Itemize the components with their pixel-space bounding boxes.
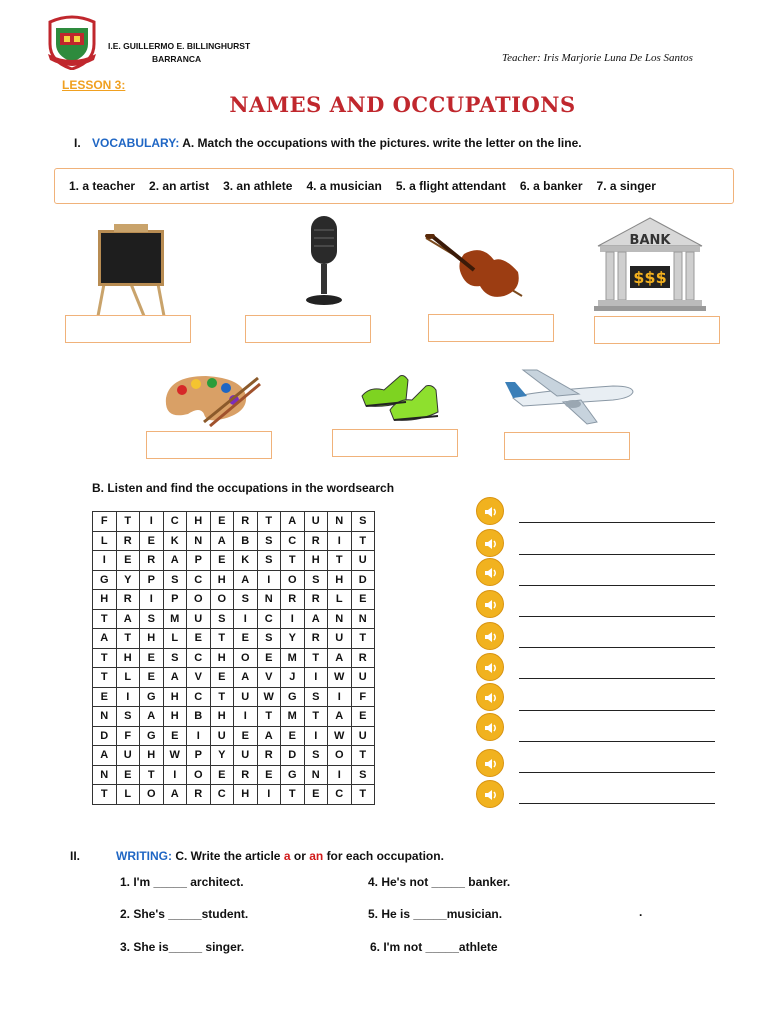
answer-box-1[interactable] — [65, 315, 191, 343]
wordsearch-cell[interactable]: C — [281, 531, 305, 551]
wordsearch-cell[interactable]: H — [210, 648, 234, 668]
speaker-icon[interactable] — [476, 749, 504, 777]
wordsearch-cell[interactable]: H — [163, 707, 187, 727]
wordsearch-cell[interactable]: R — [234, 765, 258, 785]
wordsearch-cell[interactable]: H — [210, 570, 234, 590]
wordsearch-cell[interactable]: U — [187, 609, 211, 629]
wordsearch-cell[interactable]: U — [351, 551, 375, 571]
wordsearch-cell[interactable]: I — [163, 765, 187, 785]
speaker-icon[interactable] — [476, 780, 504, 808]
wordsearch-cell[interactable]: I — [257, 785, 281, 805]
wordsearch-cell[interactable]: S — [304, 746, 328, 766]
wordsearch-cell[interactable]: T — [93, 648, 117, 668]
wordsearch-row — [93, 648, 375, 668]
wordsearch-cell[interactable]: G — [281, 765, 305, 785]
wordsearch-row — [93, 765, 375, 785]
wordsearch-row — [93, 512, 375, 532]
wordsearch-cell[interactable]: G — [93, 570, 117, 590]
wordsearch-cell[interactable]: E — [304, 785, 328, 805]
section-1-instruction-text: A. Match the occupations with the pictures. write the letter on the line. — [182, 136, 582, 150]
wordsearch-row — [93, 726, 375, 746]
wordsearch-cell[interactable]: T — [304, 648, 328, 668]
wordsearch-cell[interactable]: A — [234, 570, 258, 590]
answer-box-2[interactable] — [245, 315, 371, 343]
wordsearch-cell[interactable]: S — [163, 570, 187, 590]
word-bank — [54, 168, 734, 204]
wordsearch-cell[interactable]: S — [351, 765, 375, 785]
word-bank-item: 6. a banker — [519, 179, 583, 193]
wordsearch-cell[interactable]: E — [187, 629, 211, 649]
wordsearch-cell[interactable]: M — [281, 707, 305, 727]
wordsearch-row — [93, 551, 375, 571]
wordsearch-cell[interactable]: K — [163, 531, 187, 551]
wordsearch-cell[interactable]: P — [187, 746, 211, 766]
wordsearch-cell[interactable]: D — [351, 570, 375, 590]
wordsearch-cell[interactable]: H — [116, 648, 140, 668]
wordsearch-cell[interactable]: T — [351, 746, 375, 766]
answer-line[interactable] — [519, 522, 715, 523]
school-name: I.E. GUILLERMO E. BILLINGHURST — [108, 41, 251, 51]
wordsearch-cell[interactable]: Y — [116, 570, 140, 590]
wordsearch-row — [93, 668, 375, 688]
wordsearch-cell[interactable]: A — [257, 726, 281, 746]
wordsearch-cell[interactable]: P — [163, 590, 187, 610]
wordsearch-cell[interactable]: Y — [210, 746, 234, 766]
wordsearch-cell[interactable]: T — [210, 687, 234, 707]
wordsearch-cell[interactable]: C — [257, 609, 281, 629]
wordsearch-cell[interactable]: S — [210, 609, 234, 629]
wordsearch-cell[interactable]: E — [210, 668, 234, 688]
wordsearch-cell[interactable]: S — [257, 629, 281, 649]
wordsearch-cell[interactable]: V — [187, 668, 211, 688]
wordsearch-cell[interactable]: T — [93, 785, 117, 805]
wordsearch-cell[interactable]: S — [140, 609, 164, 629]
word-bank-item: 2. an artist — [149, 179, 210, 193]
wordsearch-cell[interactable]: H — [93, 590, 117, 610]
wordsearch-cell[interactable]: E — [140, 531, 164, 551]
answer-box-5[interactable] — [146, 431, 272, 459]
speaker-icon[interactable] — [476, 497, 504, 525]
wordsearch-cell[interactable]: T — [328, 551, 352, 571]
word-bank-item: 1. a teacher — [69, 179, 136, 193]
section-1-numeral: I. — [74, 136, 81, 150]
wordsearch-cell[interactable]: E — [234, 629, 258, 649]
wordsearch-cell[interactable]: R — [116, 590, 140, 610]
wordsearch-cell[interactable]: R — [281, 590, 305, 610]
section-1-instruction — [92, 136, 582, 150]
wordsearch-cell[interactable]: O — [187, 590, 211, 610]
wordsearch-cell[interactable]: S — [257, 531, 281, 551]
wordsearch-cell[interactable]: U — [234, 687, 258, 707]
wordsearch-cell[interactable]: T — [281, 551, 305, 571]
wordsearch-cell[interactable]: B — [187, 707, 211, 727]
bank-picture — [594, 216, 706, 312]
wordsearch-cell[interactable]: N — [328, 609, 352, 629]
answer-box-4[interactable] — [594, 316, 720, 344]
wordsearch-cell[interactable]: U — [351, 726, 375, 746]
wordsearch-cell[interactable]: J — [281, 668, 305, 688]
answer-box-6[interactable] — [332, 429, 458, 457]
wordsearch-cell[interactable]: W — [163, 746, 187, 766]
article-an: an — [309, 849, 324, 863]
section-2-numeral: II. — [70, 849, 81, 863]
wordsearch-cell[interactable]: L — [163, 629, 187, 649]
answer-box-3[interactable] — [428, 314, 554, 342]
wordsearch-cell[interactable]: A — [163, 785, 187, 805]
speaker-icon[interactable] — [476, 558, 504, 586]
wordsearch-row — [93, 629, 375, 649]
wordsearch-cell[interactable]: H — [304, 551, 328, 571]
answer-line[interactable] — [519, 710, 715, 711]
wordsearch-cell[interactable]: T — [116, 629, 140, 649]
palette-picture — [160, 370, 262, 428]
wordsearch-cell[interactable]: T — [281, 785, 305, 805]
wordsearch-cell[interactable]: O — [234, 648, 258, 668]
sentence-1[interactable]: 1. I'm _____ architect. — [120, 875, 244, 889]
wordsearch-cell[interactable]: A — [140, 707, 164, 727]
speaker-icon[interactable] — [476, 683, 504, 711]
wordsearch-cell[interactable]: N — [93, 707, 117, 727]
wordsearch-cell[interactable]: R — [187, 785, 211, 805]
answer-line[interactable] — [519, 741, 715, 742]
wordsearch-cell[interactable]: I — [328, 531, 352, 551]
lesson-label: LESSON 3: — [62, 78, 126, 92]
violin-picture — [424, 234, 526, 302]
wordsearch-cell[interactable]: I — [304, 726, 328, 746]
wordsearch-cell[interactable]: E — [351, 590, 375, 610]
wordsearch-row — [93, 785, 375, 805]
wordsearch-cell[interactable]: I — [116, 687, 140, 707]
wordsearch-cell[interactable]: T — [304, 707, 328, 727]
wordsearch-cell[interactable]: A — [163, 668, 187, 688]
wordsearch-row — [93, 590, 375, 610]
wordsearch-cell[interactable]: P — [187, 551, 211, 571]
wordsearch-cell[interactable]: Y — [281, 629, 305, 649]
school-crest-logo — [46, 14, 98, 70]
wordsearch-cell[interactable]: U — [328, 629, 352, 649]
wordsearch-cell[interactable]: C — [210, 785, 234, 805]
part-b-instruction: B. Listen and find the occupations in the wordsearch — [92, 481, 395, 495]
wordsearch-cell[interactable]: O — [328, 746, 352, 766]
wordsearch-cell[interactable]: C — [187, 570, 211, 590]
wordsearch-cell[interactable]: S — [304, 570, 328, 590]
wordsearch-cell[interactable]: E — [257, 765, 281, 785]
wordsearch-cell[interactable]: T — [93, 609, 117, 629]
wordsearch-cell[interactable]: E — [163, 726, 187, 746]
wordsearch-cell[interactable]: A — [116, 609, 140, 629]
wordsearch-cell[interactable]: E — [257, 648, 281, 668]
section-2-instruction-post: for each occupation. — [326, 849, 444, 863]
wordsearch-cell[interactable]: R — [351, 648, 375, 668]
speaker-icon[interactable] — [476, 590, 504, 618]
wordsearch-cell[interactable]: R — [140, 551, 164, 571]
wordsearch-cell[interactable]: S — [163, 648, 187, 668]
wordsearch-cell[interactable]: T — [351, 531, 375, 551]
wordsearch-cell[interactable]: D — [93, 726, 117, 746]
word-bank-item: 7. a singer — [596, 179, 656, 193]
answer-line[interactable] — [519, 803, 715, 804]
wordsearch-cell[interactable]: W — [328, 668, 352, 688]
wordsearch-cell[interactable]: L — [116, 785, 140, 805]
word-bank-item: 5. a flight attendant — [395, 179, 506, 193]
speaker-icon[interactable] — [476, 622, 504, 650]
wordsearch-cell[interactable]: R — [304, 531, 328, 551]
wordsearch-cell[interactable]: P — [140, 570, 164, 590]
wordsearch-row — [93, 746, 375, 766]
wordsearch-cell[interactable]: W — [328, 726, 352, 746]
wordsearch-row — [93, 687, 375, 707]
wordsearch-cell[interactable]: E — [93, 687, 117, 707]
wordsearch-cell[interactable]: E — [140, 648, 164, 668]
sentence-3[interactable]: 3. She is_____ singer. — [120, 940, 245, 954]
wordsearch-grid — [92, 511, 375, 805]
wordsearch-cell[interactable]: U — [351, 668, 375, 688]
wordsearch-cell[interactable]: G — [140, 687, 164, 707]
wordsearch-cell[interactable]: R — [257, 746, 281, 766]
sneakers-picture — [360, 366, 442, 424]
article-a: a — [283, 849, 291, 863]
wordsearch-cell[interactable]: A — [163, 551, 187, 571]
wordsearch-cell[interactable]: S — [304, 687, 328, 707]
wordsearch-cell[interactable]: O — [210, 590, 234, 610]
wordsearch-cell[interactable]: T — [257, 707, 281, 727]
wordsearch-cell[interactable]: S — [116, 707, 140, 727]
wordsearch-row — [93, 570, 375, 590]
wordsearch-cell[interactable]: A — [281, 512, 305, 532]
wordsearch-cell[interactable]: O — [187, 765, 211, 785]
microphone-picture — [300, 214, 348, 306]
wordsearch-cell[interactable]: E — [210, 551, 234, 571]
section-2-heading: WRITING: — [116, 849, 172, 863]
wordsearch-cell[interactable]: R — [234, 512, 258, 532]
wordsearch-cell[interactable]: N — [93, 765, 117, 785]
wordsearch-cell[interactable]: S — [257, 551, 281, 571]
wordsearch-cell[interactable]: S — [234, 590, 258, 610]
answer-line[interactable] — [519, 647, 715, 648]
sentence-6[interactable]: 6. I'm not _____athlete — [370, 940, 498, 954]
wordsearch-cell[interactable]: U — [116, 746, 140, 766]
answer-line[interactable] — [519, 678, 715, 679]
wordsearch-cell[interactable]: O — [140, 785, 164, 805]
answer-line[interactable] — [519, 616, 715, 617]
wordsearch-cell[interactable]: A — [328, 648, 352, 668]
wordsearch-cell[interactable]: C — [187, 648, 211, 668]
answer-line[interactable] — [519, 585, 715, 586]
speaker-icon[interactable] — [476, 713, 504, 741]
wordsearch-cell[interactable]: L — [116, 668, 140, 688]
wordsearch-cell[interactable]: G — [281, 687, 305, 707]
wordsearch-cell[interactable]: M — [163, 609, 187, 629]
wordsearch-cell[interactable]: D — [281, 746, 305, 766]
wordsearch-cell[interactable]: V — [257, 668, 281, 688]
sentence-4[interactable]: 4. He's not _____ banker. — [368, 875, 511, 889]
wordsearch-cell[interactable]: U — [304, 512, 328, 532]
answer-line[interactable] — [519, 772, 715, 773]
wordsearch-cell[interactable]: I — [281, 609, 305, 629]
section-2-instruction-or: or — [293, 849, 306, 863]
wordsearch-cell[interactable]: N — [328, 512, 352, 532]
wordsearch-cell[interactable]: N — [304, 765, 328, 785]
wordsearch-cell[interactable]: N — [351, 609, 375, 629]
wordsearch-cell[interactable]: R — [304, 590, 328, 610]
wordsearch-cell[interactable]: W — [257, 687, 281, 707]
wordsearch-cell[interactable]: A — [328, 707, 352, 727]
wordsearch-cell[interactable]: E — [116, 765, 140, 785]
word-bank-item: 4. a musician — [306, 179, 382, 193]
wordsearch-cell[interactable]: K — [234, 551, 258, 571]
section-2-instruction — [116, 849, 444, 863]
wordsearch-cell[interactable]: I — [234, 707, 258, 727]
answer-box-7[interactable] — [504, 432, 630, 460]
wordsearch-cell[interactable]: I — [257, 570, 281, 590]
wordsearch-cell[interactable]: I — [328, 687, 352, 707]
wordsearch-cell[interactable]: E — [116, 551, 140, 571]
wordsearch-cell[interactable]: I — [187, 726, 211, 746]
wordsearch-cell[interactable]: A — [93, 629, 117, 649]
wordsearch-cell[interactable]: N — [257, 590, 281, 610]
wordsearch-cell[interactable]: A — [234, 668, 258, 688]
school-city: BARRANCA — [152, 54, 202, 64]
wordsearch-cell[interactable]: T — [351, 785, 375, 805]
wordsearch-cell[interactable]: I — [140, 590, 164, 610]
wordsearch-row — [93, 707, 375, 727]
wordsearch-cell[interactable]: A — [304, 609, 328, 629]
wordsearch-cell[interactable]: R — [304, 629, 328, 649]
sentence-2[interactable]: 2. She's _____student. — [120, 907, 249, 921]
wordsearch-cell[interactable]: I — [234, 609, 258, 629]
wordsearch-cell[interactable]: T — [116, 512, 140, 532]
wordsearch-cell[interactable]: E — [234, 726, 258, 746]
wordsearch-cell[interactable]: I — [304, 668, 328, 688]
wordsearch-cell[interactable]: A — [210, 531, 234, 551]
wordsearch-cell[interactable]: U — [210, 726, 234, 746]
wordsearch-cell[interactable]: U — [234, 746, 258, 766]
airplane-picture — [503, 368, 637, 426]
wordsearch-cell[interactable]: C — [187, 687, 211, 707]
wordsearch-cell[interactable]: L — [93, 531, 117, 551]
wordsearch-cell[interactable]: T — [210, 629, 234, 649]
wordsearch-cell[interactable]: F — [351, 687, 375, 707]
wordsearch-row — [93, 531, 375, 551]
trailing-dot: . — [639, 905, 643, 919]
teacher-name: Teacher: Iris Marjorie Luna De Los Santos — [502, 52, 693, 64]
bank-money-sign: $$$ — [633, 268, 667, 287]
wordsearch-cell[interactable]: S — [351, 512, 375, 532]
wordsearch-cell[interactable]: H — [140, 746, 164, 766]
wordsearch-cell[interactable]: H — [210, 707, 234, 727]
wordsearch-cell[interactable]: B — [234, 531, 258, 551]
wordsearch-cell[interactable]: H — [187, 512, 211, 532]
wordsearch-cell[interactable]: E — [351, 707, 375, 727]
wordsearch-cell[interactable]: E — [210, 765, 234, 785]
wordsearch-cell[interactable]: H — [234, 785, 258, 805]
bank-sign: BANK — [629, 233, 671, 248]
wordsearch-cell[interactable]: C — [163, 512, 187, 532]
wordsearch-cell[interactable]: C — [328, 785, 352, 805]
wordsearch-cell[interactable]: E — [140, 668, 164, 688]
wordsearch-cell[interactable]: O — [281, 570, 305, 590]
speaker-icon[interactable] — [476, 653, 504, 681]
wordsearch-cell[interactable]: M — [281, 648, 305, 668]
wordsearch-row — [93, 609, 375, 629]
wordsearch-cell[interactable]: G — [140, 726, 164, 746]
wordsearch-cell[interactable]: L — [328, 590, 352, 610]
wordsearch-cell[interactable]: H — [163, 687, 187, 707]
wordsearch-cell[interactable]: T — [351, 629, 375, 649]
wordsearch-cell[interactable]: T — [257, 512, 281, 532]
wordsearch-cell[interactable]: F — [93, 512, 117, 532]
wordsearch-cell[interactable]: H — [328, 570, 352, 590]
wordsearch-cell[interactable]: E — [210, 512, 234, 532]
answer-line[interactable] — [519, 554, 715, 555]
wordsearch-cell[interactable]: E — [281, 726, 305, 746]
word-bank-item: 3. an athlete — [223, 179, 293, 193]
wordsearch-cell[interactable]: T — [93, 668, 117, 688]
speaker-icon[interactable] — [476, 529, 504, 557]
wordsearch-cell[interactable]: H — [140, 629, 164, 649]
wordsearch-cell[interactable]: I — [93, 551, 117, 571]
wordsearch-cell[interactable]: I — [140, 512, 164, 532]
wordsearch-cell[interactable]: I — [328, 765, 352, 785]
section-1-heading: VOCABULARY: — [92, 136, 180, 150]
wordsearch-cell[interactable]: N — [187, 531, 211, 551]
sentence-5[interactable]: 5. He is _____musician. — [368, 907, 503, 921]
wordsearch-cell[interactable]: A — [93, 746, 117, 766]
wordsearch-cell[interactable]: R — [116, 531, 140, 551]
wordsearch-cell[interactable]: T — [140, 765, 164, 785]
section-2-instruction-pre: C. Write the article — [175, 849, 281, 863]
wordsearch-cell[interactable]: F — [116, 726, 140, 746]
chalkboard-picture — [94, 224, 168, 316]
page-title: NAMES AND OCCUPATIONS — [229, 92, 576, 117]
